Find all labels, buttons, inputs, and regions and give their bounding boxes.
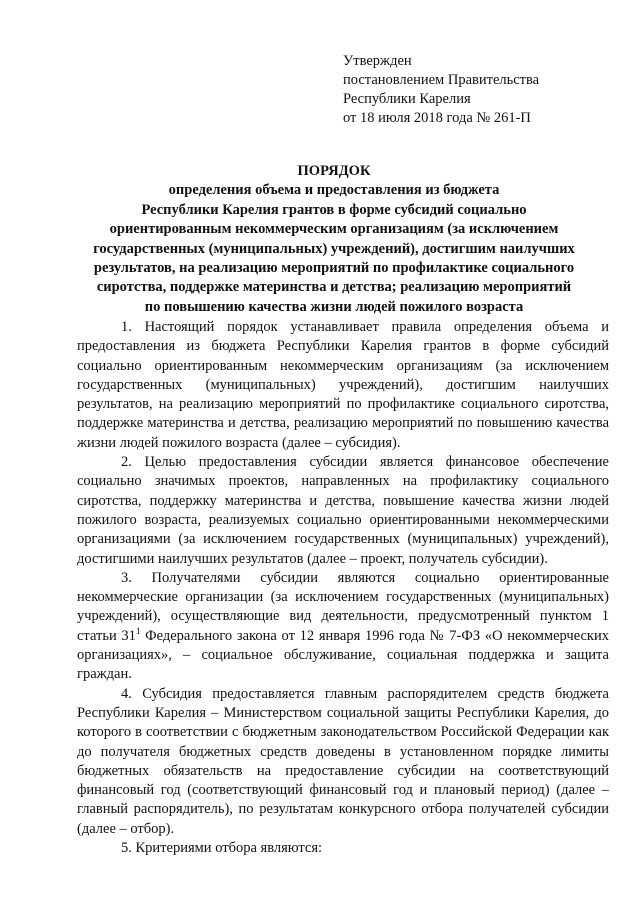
approval-line-republic: Республики Карелия — [343, 91, 471, 107]
document-heading: ПОРЯДОК — [297, 163, 371, 179]
title-line: определения объема и предоставления из бюджета — [168, 182, 500, 199]
title-line: Республики Карелия грантов в форме субсидий социально — [141, 201, 527, 218]
document-body — [77, 318, 609, 858]
title-line: по повышению качества жизни людей пожилого возраста — [144, 298, 524, 315]
paragraph-3-text-end: Федерального закона от 12 января 1996 года № 7-ФЗ «О некоммерческих организациях», – социальное обслуживание, социальная поддержка и защита граждан. — [77, 627, 609, 683]
paragraph-5: 5. Критериями отбора являются: — [121, 840, 323, 857]
title-line: сиротства, поддержке материнства и детства; реализацию мероприятий — [96, 279, 572, 296]
approval-stamp — [343, 52, 539, 128]
paragraph-3-text-start: 3. Получателями субсидии являются социально ориентированные некоммерческие организации (за исключением государственных (муниципальных) учреждений), осуществляющие вид деятельности, предусмотренный пунктом 1 статьи 31 — [77, 569, 609, 644]
document-title — [64, 162, 604, 317]
title-line: результатов, на реализацию мероприятий по профилактике социального — [93, 260, 575, 277]
paragraph-3 — [77, 569, 609, 685]
title-line: ориентированным некоммерческим организациям (за исключением — [109, 221, 559, 238]
paragraph-4: 4. Субсидия предоставляется главным распорядителем средств бюджета Республики Карелия – Министерством социальной защиты Республики Карелия, до которого в соответствии с бюджетным законодательством Российской Федерации как до получателя бюджетных средств доведены в установленном порядке лимиты бюджетных обязательств на предоставление субсидии на соответствующий финансовый год (соответствующий финансовый год и плановый период) (далее – главный распорядитель), по результатам конкурсного отбора получателей субсидии (далее – отбор). — [77, 685, 609, 837]
approval-line-date: от 18 июля 2018 года № 261-П — [343, 110, 531, 126]
paragraph-1: 1. Настоящий порядок устанавливает правила определения объема и предоставления из бюджета Республики Карелия грантов в форме субсидий социально ориентированным некоммерческим организациям (за исключением государственных (муниципальных) учреждений), достигшим наилучших результатов, на реализацию мероприятий по профилактике социального сиротства, поддержке материнства и детства, реализацию мероприятий по повышению качества жизни людей пожилого возраста (далее – субсидия). — [77, 319, 609, 451]
approval-line-decree: постановлением Правительства — [343, 72, 540, 88]
title-line: государственных (муниципальных) учреждений), достигшим наилучших — [93, 240, 575, 257]
approval-line-approved: Утвержден — [343, 53, 412, 69]
paragraph-2: 2. Целью предоставления субсидии является финансовое обеспечение социально значимых проектов, направленных на профилактику социального сиротства, поддержку материнства и детства, повышение качества жизни людей пожилого возраста, реализуемых социально ориентированными некоммерческими организациями (за исключением государственных (муниципальных) учреждений), достигшими наилучших результатов (далее – проект, получатель субсидии). — [77, 454, 609, 567]
article-superscript: 1 — [135, 625, 141, 636]
